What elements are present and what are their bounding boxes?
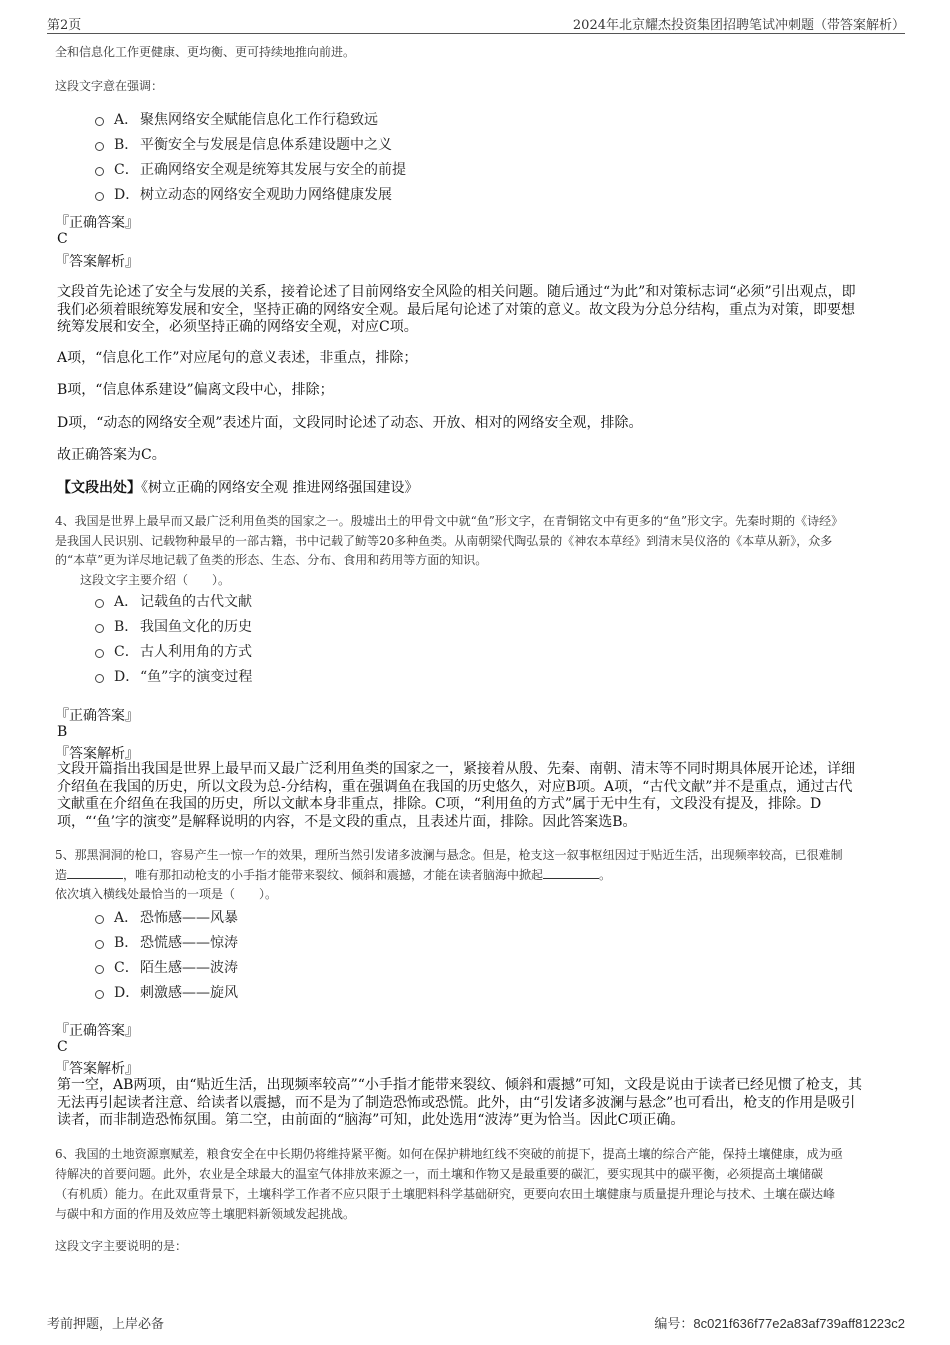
q5-option-b[interactable]: B． 恐慌感——惊涛 bbox=[95, 931, 238, 953]
radio-icon[interactable] bbox=[95, 599, 104, 608]
q3-stem: 这段文字意在强调： bbox=[55, 79, 164, 93]
radio-icon[interactable] bbox=[95, 915, 104, 924]
q3-option-b[interactable]: B． 平衡安全与发展是信息体系建设题中之义 bbox=[95, 133, 406, 155]
document-title: 2024年北京耀杰投资集团招聘笔试冲刺题（带答案解析） bbox=[572, 18, 905, 33]
page-number: 第2页 bbox=[47, 18, 82, 33]
q3-source: 【文段出处】《树立正确的网络安全观 推进网络强国建设》 bbox=[57, 480, 419, 496]
q5-prompt: 依次填入横线处最恰当的一项是（ ）。 bbox=[55, 887, 278, 901]
q4-stem: 4、我国是世界上最早而又最广泛利用鱼类的国家之一。殷墟出土的甲骨文中就“鱼”形文字，在青铜铭文中有更多的“鱼”形文字。先秦时期的《诗经》 是我国人民识别、记载物种最早的一部古籍，书中记载了鲂等20多种鱼类。从南朝梁代陶弘景的《神农本草经》到清末吴仪洛的《本草从新》，众多 的“本草”更为详尽地记载了鱼类的形态、生态、分布、食用和药用等方面的知识。 bbox=[55, 514, 844, 567]
q3-analysis-label: 『答案解析』 bbox=[55, 254, 139, 270]
q3-note-b: B项，“信息体系建设”偏离文段中心，排除； bbox=[57, 382, 334, 398]
q5-answer-label: 『正确答案』 bbox=[55, 1023, 139, 1039]
radio-icon[interactable] bbox=[95, 192, 104, 201]
q5-option-a[interactable]: A． 恐怖感——风暴 bbox=[95, 906, 238, 928]
q4-answer-label: 『正确答案』 bbox=[55, 708, 139, 724]
q5-stem: 5、那黑洞洞的枪口，容易产生一惊一乍的效果，理所当然引发诸多波澜与悬念。但是，枪支这一叙事枢纽因过于贴近生活，出现频率较高，已很难制 造 ，唯有那扣动枪支的小手指才能带来裂纹、倾斜和震撼，才能在读者脑海中掀起 。 bbox=[55, 848, 843, 882]
radio-icon[interactable] bbox=[95, 940, 104, 949]
header-divider bbox=[47, 33, 905, 34]
q3-continuation: 全和信息化工作更健康、更均衡、更可持续地推向前进。 bbox=[55, 45, 356, 59]
q3-note-a: A项，“信息化工作”对应尾句的意义表述，非重点，排除； bbox=[57, 350, 418, 366]
q4-answer: B bbox=[57, 724, 68, 740]
q4-analysis-label: 『答案解析』 bbox=[55, 746, 139, 762]
footer-code: 编号：8c021f636f77e2a83af739aff81223c2 bbox=[654, 1316, 905, 1332]
q4-option-d[interactable]: D． “鱼”字的演变过程 bbox=[95, 665, 252, 687]
q4-option-a[interactable]: A． 记载鱼的古代文献 bbox=[95, 590, 252, 612]
q5-analysis: 第一空，AB两项，由“贴近生活，出现频率较高”“小手指才能带来裂纹、倾斜和震撼”可知，文段是说由于读者已经见惯了枪支，其 无法再引起读者注意、给读者以震撼，而不是为了制造恐怖或恐慌。此外，由“引发诸多波澜与悬念”也可看出，枪支的作用是吸引 读者，而非制造恐怖氛围。第二空，由前面的“脑海”可知，此处选用“波涛”更为恰当。因此C项正确。 bbox=[57, 1077, 863, 1128]
q5-answer: C bbox=[57, 1039, 68, 1055]
radio-icon[interactable] bbox=[95, 167, 104, 176]
q6-prompt: 这段文字主要说明的是： bbox=[55, 1239, 188, 1253]
q3-option-c[interactable]: C． 正确网络安全观是统筹其发展与安全的前提 bbox=[95, 158, 406, 180]
blank-1 bbox=[67, 866, 123, 879]
radio-icon[interactable] bbox=[95, 117, 104, 126]
radio-icon[interactable] bbox=[95, 674, 104, 683]
radio-icon[interactable] bbox=[95, 965, 104, 974]
q4-option-c[interactable]: C． 古人利用角的方式 bbox=[95, 640, 252, 662]
blank-2 bbox=[543, 866, 599, 879]
q3-answer: C bbox=[57, 231, 68, 247]
q5-analysis-label: 『答案解析』 bbox=[55, 1061, 139, 1077]
radio-icon[interactable] bbox=[95, 649, 104, 658]
q3-option-a[interactable]: A． 聚焦网络安全赋能信息化工作行稳致远 bbox=[95, 108, 406, 130]
q3-options bbox=[95, 108, 406, 205]
q5-option-c[interactable]: C． 陌生感——波涛 bbox=[95, 956, 238, 978]
footer-slogan: 考前押题，上岸必备 bbox=[47, 1317, 165, 1332]
q3-analysis: 文段首先论述了安全与发展的关系，接着论述了目前网络安全风险的相关问题。随后通过“为此”和对策标志词“必须”引出观点，即 我们必须着眼统筹发展和安全，坚持正确的网络安全观。最后尾句论述了对策的意义。故文段为分总分结构，重点为对策，即要想 统筹发展和安全，必须坚持正确的网络安全观，对应C项。 bbox=[57, 284, 856, 335]
q4-prompt: 这段文字主要介绍（ ）。 bbox=[80, 573, 231, 587]
q5-option-d[interactable]: D． 刺激感——旋风 bbox=[95, 981, 238, 1003]
q3-conclusion: 故正确答案为C。 bbox=[57, 447, 166, 463]
radio-icon[interactable] bbox=[95, 624, 104, 633]
q4-options bbox=[95, 590, 252, 687]
q6-stem: 6、我国的土地资源禀赋差，粮食安全在中长期仍将维持紧平衡。如何在保护耕地红线不突破的前提下，提高土壤的综合产能，保持土壤健康，成为亟 待解决的首要问题。此外，农业是全球最大的温室气体排放来源之一，而土壤和作物又是最重要的碳汇，要实现其中的碳平衡，必须提高土壤储碳 （有机质）能力。在此双重背景下，土壤科学工作者不应只限于土壤肥料科学基础研究，更要向农田土壤健康与质量提升理论与技术、土壤在碳达峰 与碳中和方面的作用及效应等土壤肥料新领域发起挑战。 bbox=[55, 1147, 843, 1221]
q5-options bbox=[95, 906, 238, 1003]
q4-option-b[interactable]: B． 我国鱼文化的历史 bbox=[95, 615, 252, 637]
radio-icon[interactable] bbox=[95, 990, 104, 999]
radio-icon[interactable] bbox=[95, 142, 104, 151]
q3-option-d[interactable]: D． 树立动态的网络安全观助力网络健康发展 bbox=[95, 183, 406, 205]
q4-analysis: 文段开篇指出我国是世界上最早而又最广泛利用鱼类的国家之一，紧接着从殷、先秦、南朝、清末等不同时期具体展开论述，详细 介绍鱼在我国的历史，所以文段为总-分结构，重在强调鱼在我国的历史悠久，对应B项。A项，“古代文献”并不是重点，通过古代 文献重在介绍鱼在我国的历史，所以文献本身非重点，排除。C项，“利用鱼的方式”属于无中生有，文段没有提及，排除。D 项，“‘鱼’字的演变”是解释说明的内容，不是文段的重点，且表述片面，排除。因此答案选B。 bbox=[57, 761, 855, 830]
q3-answer-label: 『正确答案』 bbox=[55, 215, 139, 231]
q3-note-d: D项，“动态的网络安全观”表述片面，文段同时论述了动态、开放、相对的网络安全观，排除。 bbox=[57, 415, 643, 431]
